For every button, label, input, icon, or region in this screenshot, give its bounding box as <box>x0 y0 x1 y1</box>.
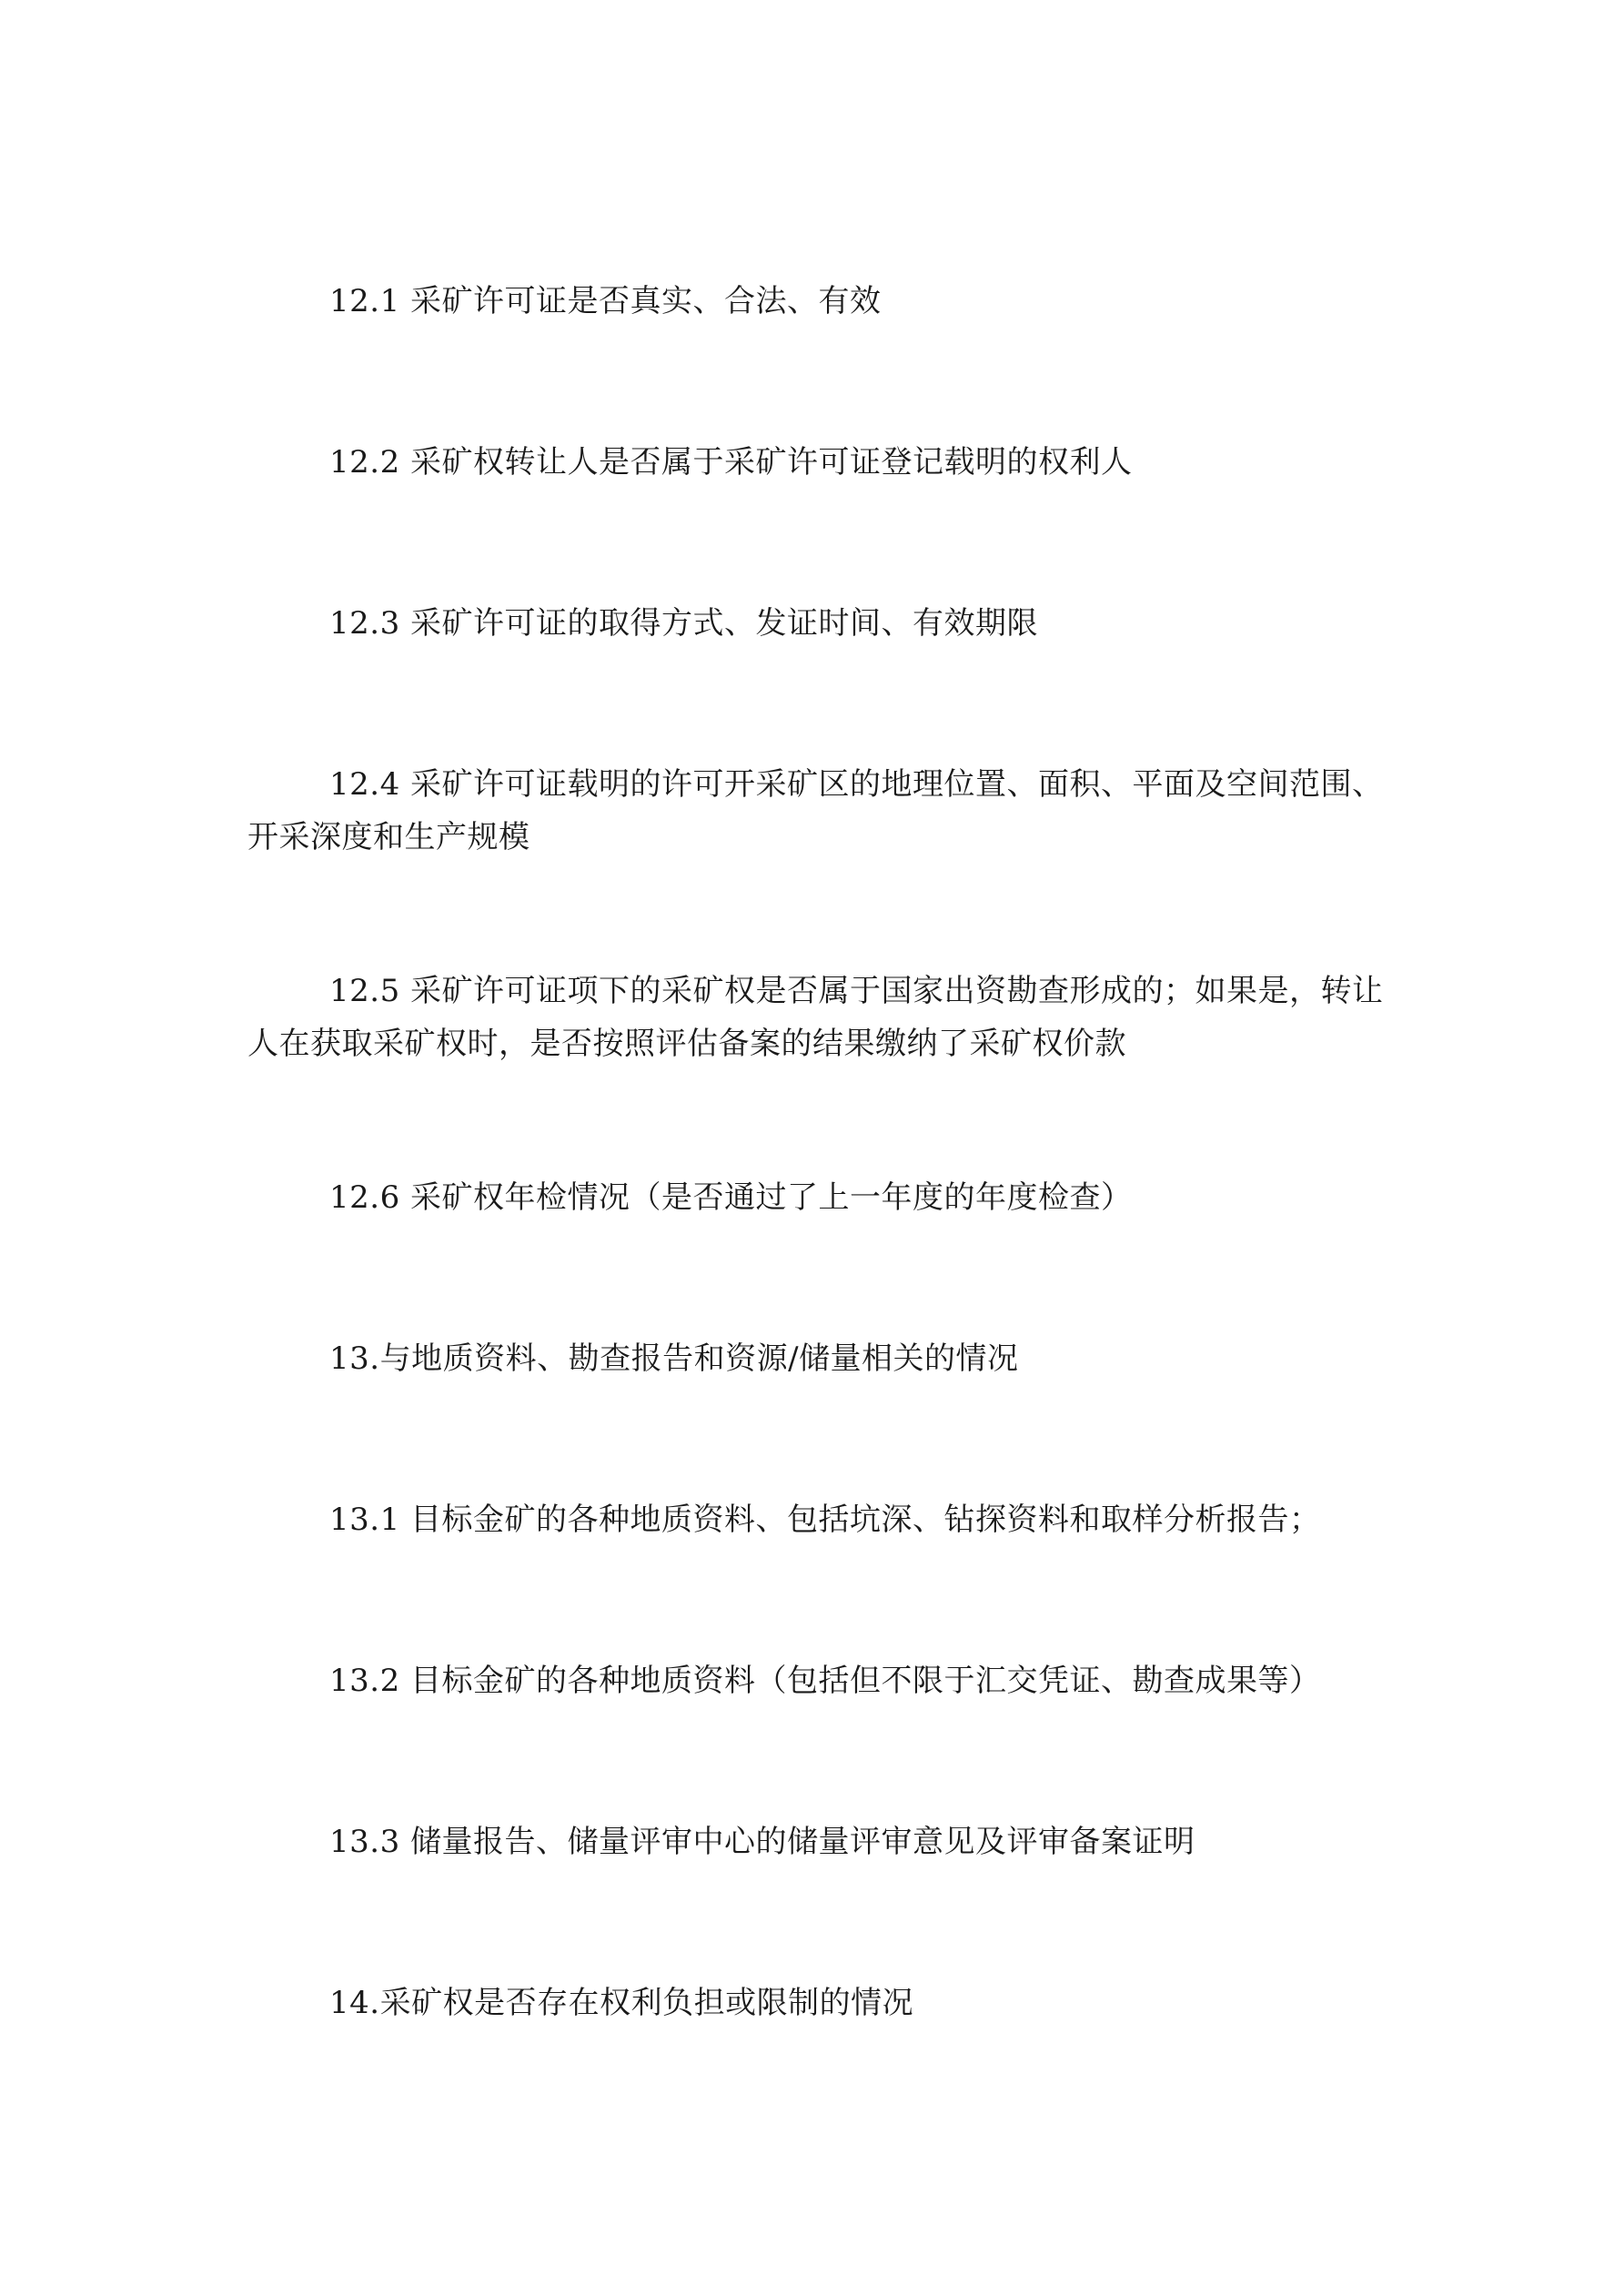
paragraph-12-3: 12.3 采矿许可证的取得方式、发证时间、有效期限 <box>329 605 1039 642</box>
paragraph-13-1: 13.1 目标金矿的各种地质资料、包括坑深、钻探资料和取样分析报告； <box>329 1502 1321 1538</box>
paragraph-12-4: 12.4 采矿许可证载明的许可开采矿区的地理位置、面积、平面及空间范围、开采深度和生产规模 <box>247 766 1384 855</box>
paragraph-13-2: 13.2 目标金矿的各种地质资料（包括但不限于汇交凭证、勘查成果等） <box>329 1663 1321 1699</box>
paragraph-12-1: 12.1 采矿许可证是否真实、合法、有效 <box>329 283 882 319</box>
paragraph-12-2: 12.2 采矿权转让人是否属于采矿许可证登记载明的权利人 <box>329 444 1133 480</box>
paragraph-13: 13.与地质资料、勘查报告和资源/储量相关的情况 <box>329 1340 1019 1377</box>
paragraph-12-6: 12.6 采矿权年检情况（是否通过了上一年度的年度检查） <box>329 1179 1133 1216</box>
paragraph-14: 14.采矿权是否存在权利负担或限制的情况 <box>329 1985 914 2021</box>
paragraph-13-3: 13.3 储量报告、储量评审中心的储量评审意见及评审备案证明 <box>329 1824 1195 1860</box>
paragraph-12-5: 12.5 采矿许可证项下的采矿权是否属于国家出资勘查形成的；如果是，转让人在获取采矿权时，是否按照评估备案的结果缴纳了采矿权价款 <box>247 973 1384 1062</box>
